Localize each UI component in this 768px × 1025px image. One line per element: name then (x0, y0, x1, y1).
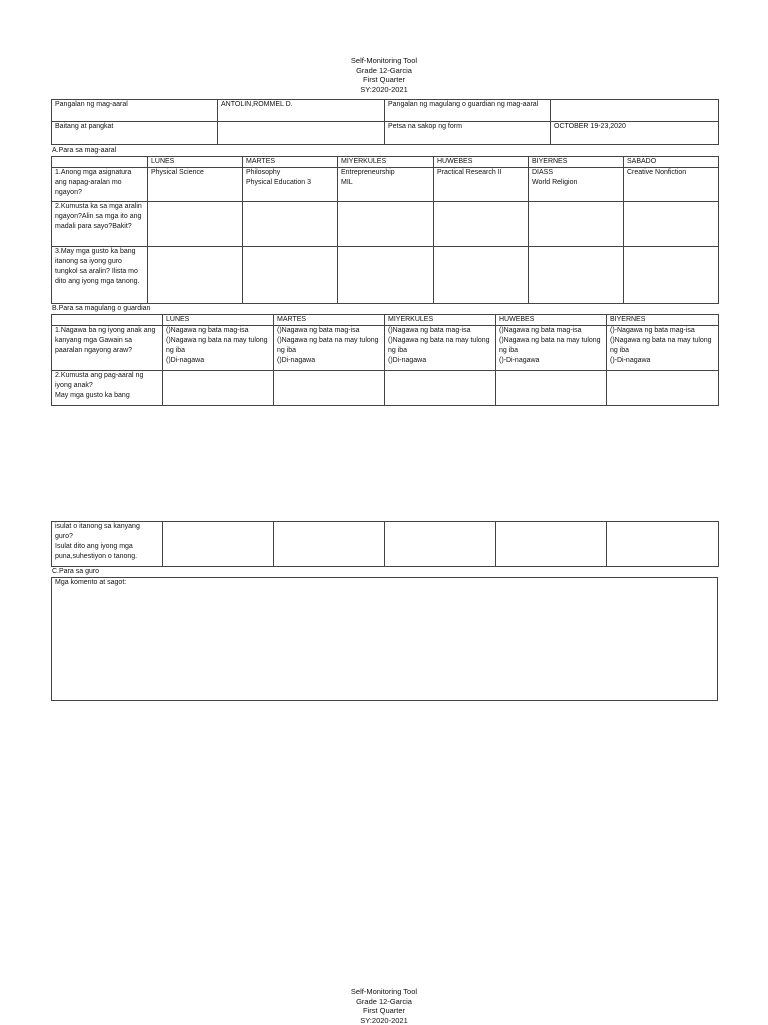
section-b-table (51, 314, 719, 406)
answer-cell (385, 371, 496, 406)
answer-cell (607, 371, 719, 406)
subject-huwebes: Practical Research II (434, 168, 529, 202)
answer-cell (529, 247, 624, 304)
answer-cell (529, 202, 624, 247)
student-name-label: Pangalan ng mag-aaral (52, 100, 218, 122)
section-b-label: B.Para sa magulang o guardian (52, 304, 150, 313)
subject-sabado: Creative Nonfiction (624, 168, 719, 202)
answer-cell (148, 202, 243, 247)
question-teacher: 3.May mga gusto ka bang itanong sa iyong guro tungkol sa aralin? Ilista mo dito ang iyong mga tanong. (52, 247, 148, 304)
question-child-progress-continued: isulat o itanong sa kanyang guro? Isulat dito ang iyong mga puna,suhestiyon o tanong. (52, 522, 163, 567)
day-header-martes: MARTES (243, 157, 338, 168)
status-options-martes: ()Nagawa ng bata mag-isa ()Nagawa ng bata na may tulong ng iba ()Di-nagawa (274, 326, 385, 371)
question-tasks-done: 1.Nagawa ba ng iyong anak ang kanyang mga Gawain sa paaralan ngayong araw? (52, 326, 163, 371)
grade-section-value (218, 122, 385, 145)
subject-martes: Philosophy Physical Education 3 (243, 168, 338, 202)
header-grade: Grade 12-Garcia (0, 997, 768, 1007)
parent-name-label: Pangalan ng magulang o guardian ng mag-aaral (385, 100, 551, 122)
answer-cell (148, 247, 243, 304)
section-b-continued-table (51, 521, 719, 567)
answer-cell (607, 522, 719, 567)
day-header-martes: MARTES (274, 315, 385, 326)
student-name-value: ANTOLIN,ROMMEL D. (218, 100, 385, 122)
section-a-table (51, 156, 719, 304)
grade-section-label: Baitang at pangkat (52, 122, 218, 145)
answer-cell (274, 522, 385, 567)
answer-cell (385, 522, 496, 567)
day-header-miyerkules: MIYERKULES (385, 315, 496, 326)
info-table (51, 99, 719, 145)
header-school-year: SY:2020-2021 (0, 85, 768, 95)
day-header-biyernes: BIYERNES (529, 157, 624, 168)
section-c-table (51, 577, 718, 701)
form-date-label: Petsa na sakop ng form (385, 122, 551, 145)
answer-cell (163, 522, 274, 567)
question-lessons: 2.Kumusta ka sa mga aralin ngayon?Alin sa mga ito ang madali para sayo?Bakit? (52, 202, 148, 247)
parent-name-value (551, 100, 719, 122)
answer-cell (496, 371, 607, 406)
section-c-label: C.Para sa guro (52, 567, 99, 576)
next-page-header (0, 987, 768, 1025)
day-header-blank (52, 157, 148, 168)
day-header-lunes: LUNES (163, 315, 274, 326)
day-header-huwebes: HUWEBES (434, 157, 529, 168)
answer-cell (624, 247, 719, 304)
question-subjects: 1.Anong mga asignatura ang napag-aralan mo ngayon? (52, 168, 148, 202)
day-header-biyernes: BIYERNES (607, 315, 719, 326)
document-header (0, 56, 768, 94)
subject-biyernes: DIASS World Religion (529, 168, 624, 202)
answer-cell (274, 371, 385, 406)
teacher-comments-box: Mga komento at sagot: (52, 578, 718, 701)
answer-cell (434, 247, 529, 304)
status-options-lunes: ()Nagawa ng bata mag-isa ()Nagawa ng bata na may tulong ng iba ()Di-nagawa (163, 326, 274, 371)
answer-cell (496, 522, 607, 567)
answer-cell (434, 202, 529, 247)
subject-miyerkules: Entrepreneurship MIL (338, 168, 434, 202)
header-quarter: First Quarter (0, 1006, 768, 1016)
day-header-lunes: LUNES (148, 157, 243, 168)
day-header-miyerkules: MIYERKULES (338, 157, 434, 168)
answer-cell (243, 202, 338, 247)
day-header-huwebes: HUWEBES (496, 315, 607, 326)
status-options-biyernes: ()-Nagawa ng bata mag-isa ()Nagawa ng bata na may tulong ng iba ()-Di-nagawa (607, 326, 719, 371)
header-title: Self-Monitoring Tool (0, 987, 768, 997)
answer-cell (624, 202, 719, 247)
answer-cell (243, 247, 338, 304)
header-school-year: SY:2020-2021 (0, 1016, 768, 1025)
header-grade: Grade 12-Garcia (0, 66, 768, 76)
answer-cell (163, 371, 274, 406)
section-a-label: A.Para sa mag-aaral (52, 146, 116, 155)
subject-lunes: Physical Science (148, 168, 243, 202)
day-header-blank (52, 315, 163, 326)
status-options-huwebes: ()Nagawa ng bata mag-isa ()Nagawa ng bata na may tulong ng iba ()-Di-nagawa (496, 326, 607, 371)
question-child-progress: 2.Kumusta ang pag-aaral ng iyong anak? May mga gusto ka bang (52, 371, 163, 406)
header-quarter: First Quarter (0, 75, 768, 85)
form-date-value: OCTOBER 19-23,2020 (551, 122, 719, 145)
status-options-miyerkules: ()Nagawa ng bata mag-isa ()Nagawa ng bata na may tulong ng iba ()Di-nagawa (385, 326, 496, 371)
day-header-sabado: SABADO (624, 157, 719, 168)
answer-cell (338, 247, 434, 304)
answer-cell (338, 202, 434, 247)
header-title: Self-Monitoring Tool (0, 56, 768, 66)
